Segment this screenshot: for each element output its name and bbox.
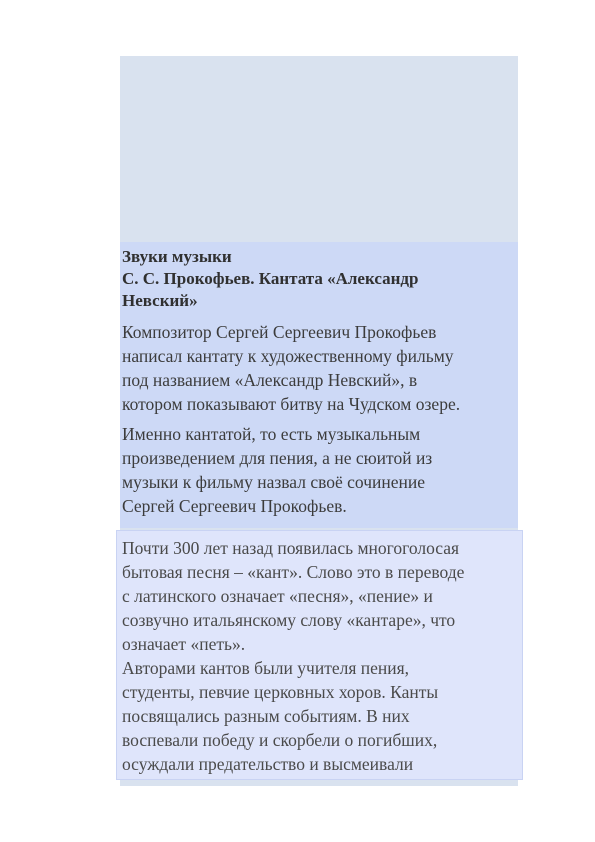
- text-line: означает «петь».: [122, 634, 246, 654]
- paragraph-kant-authors: [122, 656, 518, 776]
- text-line: посвящались разным событиям. В них: [122, 706, 410, 726]
- text-line: Почти 300 лет назад появилась многоголосая: [122, 538, 460, 558]
- title-line-1: С. С. Прокофьев. Кантата «Александр: [122, 269, 419, 288]
- paragraph-cantata: [122, 422, 516, 518]
- title-line-2: Невский»: [122, 291, 198, 310]
- text-line: Композитор Сергей Сергеевич Прокофьев: [122, 322, 437, 342]
- text-line: студенты, певчие церковных хоров. Канты: [122, 682, 439, 702]
- text-line: котором показывают битву на Чудском озере.: [122, 394, 461, 414]
- text-line: Сергей Сергеевич Прокофьев.: [122, 496, 347, 516]
- paragraph-composer: [122, 320, 516, 416]
- text-line: произведением для пения, а не сюитой из: [122, 448, 433, 468]
- text-line: воспевали победу и скорбели о погибших,: [122, 730, 438, 750]
- text-line: музыки к фильму назвал своё сочинение: [122, 472, 426, 492]
- text-line: бытовая песня – «кант». Слово это в переводе: [122, 562, 465, 582]
- paragraph-kant-origin: [122, 536, 518, 656]
- text-line: написал кантату к художественному фильму: [122, 346, 454, 366]
- text-line: созвучно итальянскому слову «кантаре», что: [122, 610, 456, 630]
- text-line: Авторами кантов были учителя пения,: [122, 658, 410, 678]
- kant-text-box[interactable]: [116, 530, 523, 780]
- text-line: под названием «Александр Невский», в: [122, 370, 418, 390]
- image-placeholder: [120, 56, 518, 242]
- text-line: осуждали предательство и высмеивали: [122, 754, 414, 774]
- intro-text-block: [120, 242, 518, 528]
- text-line: Именно кантатой, то есть музыкальным: [122, 424, 421, 444]
- section-heading: Звуки музыки: [122, 247, 232, 266]
- text-line: с латинского означает «песня», «пение» и: [122, 586, 433, 606]
